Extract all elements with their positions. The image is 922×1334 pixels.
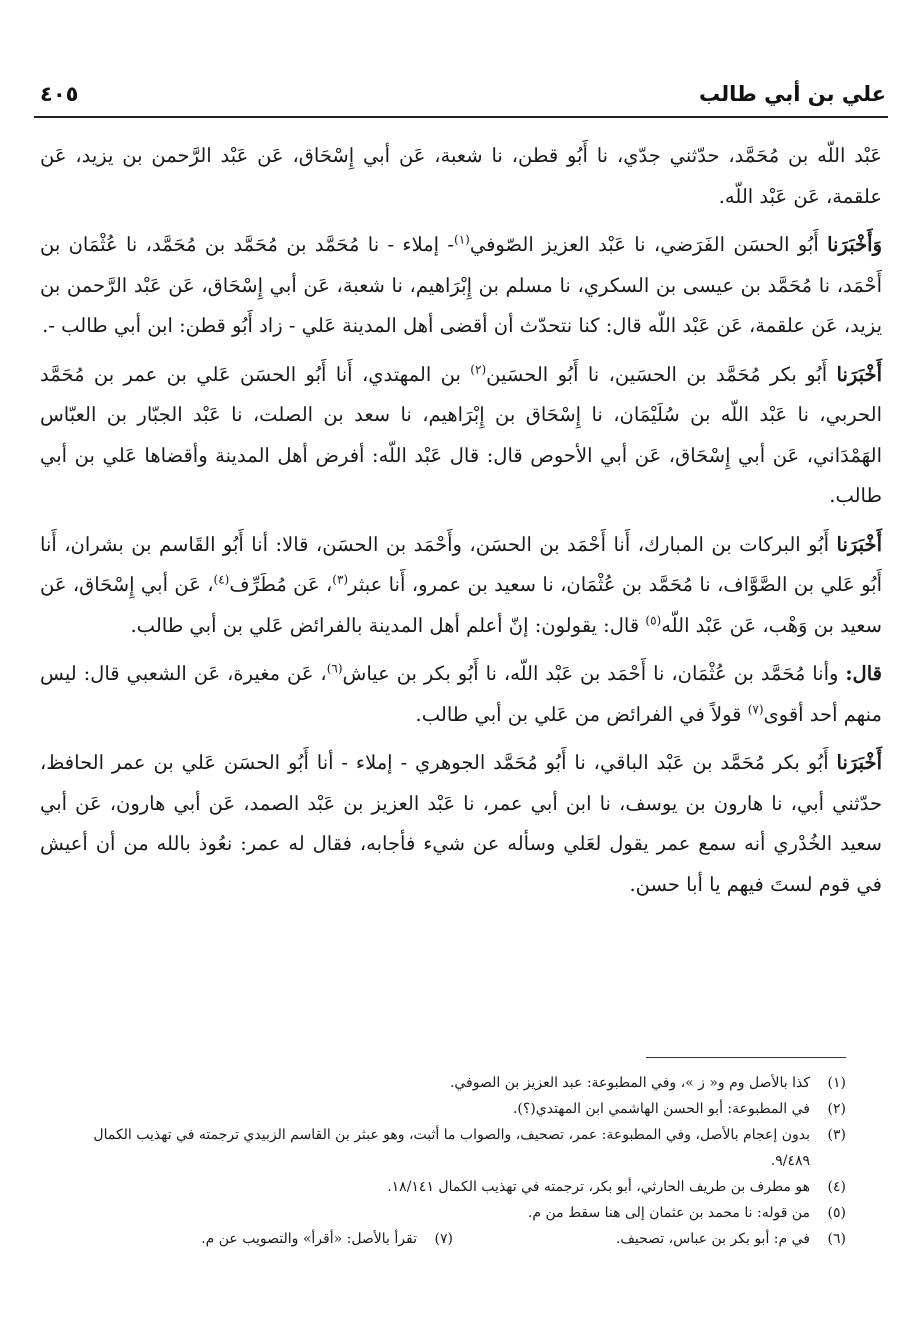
paragraph-text: ، عَن أبي إِسْحَاق، عَن سعيد بن وَهْب، عَن عَبْد اللّه	[40, 573, 882, 637]
footnote	[60, 1174, 846, 1200]
paragraph-text: - إملاء - نا مُحَمَّد بن مُحَمَّد بن مُحَمَّد، نا عُثْمَان بن أَحْمَد، نا مُحَمَّد بن عيسى بن السكري، نا مسلم بن إِبْرَاهيم، نا شعبة، عَن أبي إِسْحَاق، عَن عَبْد الرَّحمن بن يزيد، عَن علقمة، عَن عَبْد اللّه قال: كنا نتحدّث أن أقضى أهل المدينة عَلي - زاد أَبُو قطن: ابن أبي طالب -.	[40, 233, 882, 337]
footnote-text: هو مطرف بن طريف الحارثي، أبو بكر، ترجمته في تهذيب الكمال ١٨/١٤١.	[387, 1179, 810, 1195]
running-header	[34, 76, 888, 112]
footnote-text: بدون إعجام بالأصل، وفي المطبوعة: عمر، تصحيف، والصواب ما أثبت، وهو عبثر بن القاسم الزبيدي ترجمته في تهذيب الكمال ٩/٤٨٩.	[93, 1127, 810, 1169]
paragraph-text: قولاً في الفرائض من عَلي بن أبي طالب.	[415, 702, 748, 726]
footnote-ref[interactable]: (١)	[454, 232, 470, 247]
footnote-ref[interactable]: (٢)	[470, 362, 487, 376]
footnote-ref[interactable]: (٧)	[747, 702, 764, 716]
footnote-text: في م: أبو بكر بن عباس، تصحيف.	[615, 1231, 810, 1247]
footnote-text: في المطبوعة: أبو الحسن الهاشمي ابن المهتدي(؟).	[512, 1101, 810, 1117]
footnote-number: (٤)	[827, 1179, 846, 1195]
footnote-text: كذا بالأصل وم و« ز »، وفي المطبوعة: عبد العزيز بن الصوفي.	[449, 1075, 810, 1091]
paragraph-2	[40, 225, 882, 347]
main-text	[40, 136, 882, 913]
paragraph-lead: أَخْبَرَنا	[836, 532, 882, 556]
footnote	[60, 1226, 453, 1252]
footnote-number: (٣)	[827, 1127, 846, 1143]
running-header-title: علي بن أبي طالب	[699, 82, 886, 106]
header-rule	[34, 116, 888, 118]
paragraph-text: أَبُو البركات بن المبارك، أَنا أَحْمَد بن الحسَن، وأَحْمَد بن الحسَن، قالا: أنا أَبُو القَاسم بن بشران، أَنا أَبُو عَلي بن الصَّوَّاف، نا مُحَمَّد بن عُثْمَان، نا سعيد بن عمرو، أَنا عبثر	[40, 532, 882, 596]
footnote-ref[interactable]: (٦)	[326, 661, 343, 676]
footnote	[60, 1122, 846, 1174]
paragraph-text: وأنا مُحَمَّد بن عُثْمَان، نا أَحْمَد بن عَبْد اللّه، نا أَبُو بكر بن عياش	[342, 662, 846, 685]
paragraph-lead: أَخْبَرَنا	[836, 362, 883, 386]
paragraph-lead: وَأَخْبَرَنا	[827, 233, 882, 256]
paragraph-text: أَبُو بكر مُحَمَّد بن الحسَين، نا أَبُو الحسَين	[486, 362, 837, 386]
footnote	[453, 1226, 846, 1252]
paragraph-text: قال: يقولون: إنّ أعلم أهل المدينة بالفرائض عَلي بن أبي طالب.	[130, 613, 646, 637]
footnotes	[60, 1070, 846, 1252]
footnote	[60, 1200, 846, 1226]
footnote-number: (٧)	[434, 1231, 453, 1247]
paragraph-lead: أَخْبَرَنا	[836, 751, 882, 774]
footnote-number: (١)	[827, 1075, 846, 1091]
paragraph-text: ، عَن مغيرة، عَن الشعبي قال: ليس منهم أحد أقوى	[40, 662, 882, 726]
paragraph-3	[40, 355, 882, 517]
paragraph-text: أَبُو الحسَن الفَرَضي، نا عَبْد العزيز الصّوفي	[469, 233, 828, 256]
paragraph-text: أَبُو بكر مُحَمَّد بن عَبْد الباقي، نا أَبُو مُحَمَّد الجوهري - إملاء - أنا أَبُو الحسَن عَلي بن عمر الحافظ، حدّثني أبي، نا هارون بن يوسف، نا ابن أبي عمر، نا عَبْد العزيز بن عَبْد الصمد، عَن أبي هارون، عَن أبي سعيد الخُدْري أنه سمع عمر يقول لعَلي وسأله عن شيء فأجابه، فقال له عمر: نعُوذ بالله من أن أعيش في قوم لستَ فيهم يا أبا حسن.	[40, 751, 882, 896]
footnote-pair	[60, 1226, 846, 1252]
paragraph-lead: قال:	[845, 662, 882, 685]
paragraph-1	[40, 136, 882, 217]
paragraph-4	[40, 525, 882, 647]
paragraph-5	[40, 654, 882, 735]
footnote-text: تقرأ بالأصل: «أقرأ» والتصويب عن م.	[201, 1231, 417, 1247]
paragraph-6	[40, 743, 882, 905]
paragraph-text: عَبْد اللّه بن مُحَمَّد، حدّثني جدّي، نا أَبُو قطن، نا شعبة، عَن أبي إِسْحَاق، عَن عَبْد الرَّحمن بن يزيد، عَن علقمة، عَن عَبْد اللّه.	[40, 144, 882, 208]
footnote-number: (٦)	[827, 1231, 846, 1247]
footnote-ref[interactable]: (٣)	[332, 572, 349, 587]
footnote	[60, 1070, 846, 1096]
footnote-text: من قوله: نا محمد بن عثمان إلى هنا سقط من م.	[527, 1205, 810, 1221]
footnote-separator	[646, 1057, 846, 1058]
footnote-number: (٢)	[827, 1101, 846, 1117]
page-number: ٤٠٥	[40, 82, 79, 106]
footnote	[60, 1096, 846, 1122]
footnote-ref[interactable]: (٥)	[645, 613, 662, 627]
footnote-ref[interactable]: (٤)	[213, 572, 230, 587]
paragraph-text: بن المهتدي، أَنا أَبُو الحسَن عَلي بن عمر بن مُحَمَّد الحربي، نا عَبْد اللّه بن سُلَيْمَان، نا إِسْحَاق بن إِبْرَاهيم، نا سعد بن الصلت، نا عَبْد الجبّار بن العبّاس الهَمْدَاني، عَن أبي إِسْحَاق، عَن أبي الأحوص قال: قال عَبْد اللّه: أفرض أهل المدينة وأقضاها عَلي بن أبي طالب.	[40, 362, 882, 507]
paragraph-text: ، عَن مُطَرِّف	[229, 573, 333, 596]
footnote-number: (٥)	[827, 1205, 846, 1221]
